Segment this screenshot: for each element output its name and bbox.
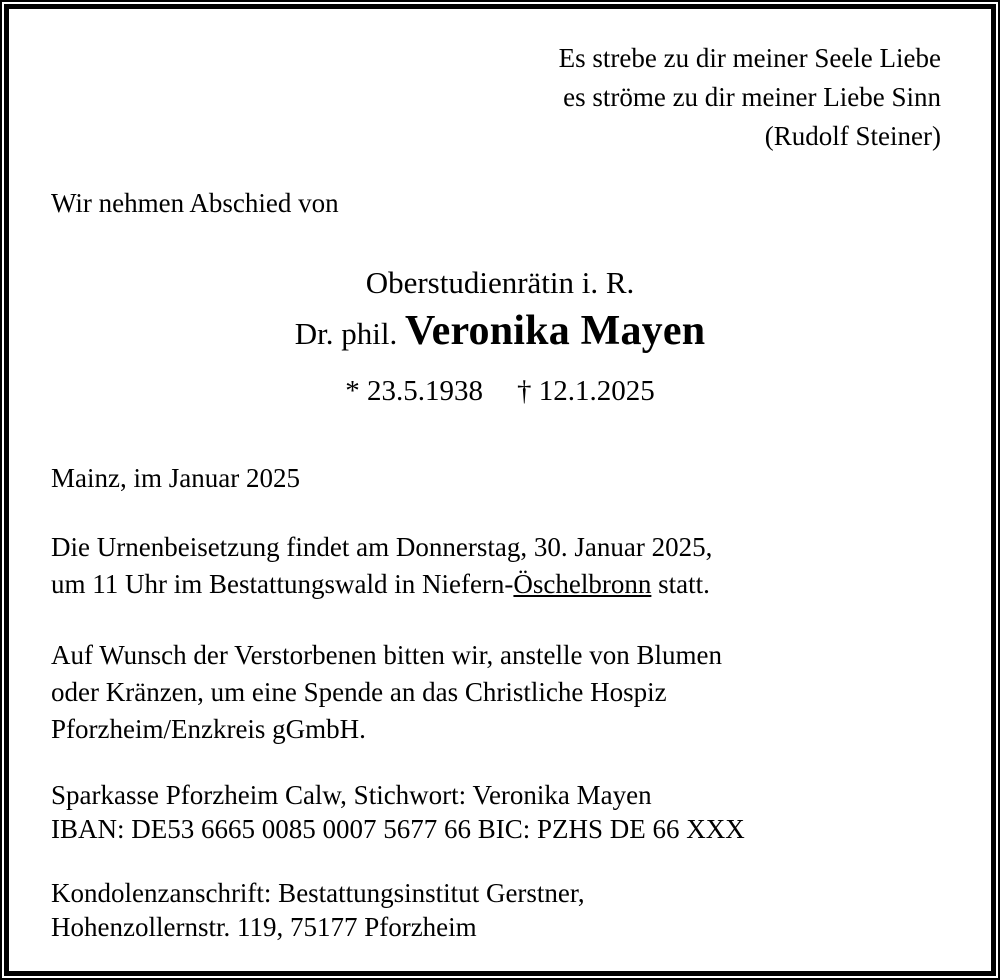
funeral-location-suffix: statt. xyxy=(651,569,710,599)
funeral-details xyxy=(51,529,949,603)
epigraph-quote xyxy=(51,39,941,156)
bank-iban-bic: IBAN: DE53 6665 0085 0007 5677 66 BIC: PZHS DE 66 XXX xyxy=(51,814,745,844)
deceased-name: Veronika Mayen xyxy=(404,308,706,354)
deceased-life-dates xyxy=(51,371,949,411)
condolence-line-2: Hohenzollernstr. 119, 75177 Pforzheim xyxy=(51,912,477,942)
deceased-professional-title: Oberstudienrätin i. R. xyxy=(365,265,635,300)
farewell-lead-text: Wir nehmen Abschied von xyxy=(51,188,339,218)
donation-request xyxy=(51,637,949,748)
deceased-name-block xyxy=(51,262,949,411)
birth-date-group xyxy=(345,375,483,407)
obituary-content xyxy=(9,9,991,971)
donation-line-2: oder Kränzen, um eine Spende an das Christliche Hospiz xyxy=(51,677,667,707)
funeral-line-2 xyxy=(51,566,949,603)
epigraph-attribution: (Rudolf Steiner) xyxy=(764,121,941,151)
bank-details xyxy=(51,778,949,846)
place-and-date: Mainz, im Januar 2025 xyxy=(51,463,300,493)
condolence-address xyxy=(51,876,949,944)
birth-symbol-icon: * xyxy=(345,375,360,407)
obituary-frame xyxy=(4,4,996,976)
funeral-location-prefix: um 11 Uhr im Bestattungswald in Niefern- xyxy=(51,569,514,599)
epigraph-line-1: Es strebe zu dir meiner Seele Liebe xyxy=(558,43,941,73)
cross-symbol-icon: † xyxy=(517,375,532,407)
birth-date: 23.5.1938 xyxy=(367,375,483,407)
bank-name-and-reference: Sparkasse Pforzheim Calw, Stichwort: Veronika Mayen xyxy=(51,780,652,810)
death-date-group xyxy=(517,375,655,407)
condolence-line-1: Kondolenzanschrift: Bestattungsinstitut Gerstner, xyxy=(51,878,585,908)
deceased-academic-prefix: Dr. phil. xyxy=(294,316,398,351)
deceased-full-name xyxy=(51,306,949,365)
donation-line-1: Auf Wunsch der Verstorbenen bitten wir, anstelle von Blumen xyxy=(51,640,722,670)
epigraph-line-2: es ströme zu dir meiner Liebe Sinn xyxy=(563,82,941,112)
death-date: 12.1.2025 xyxy=(538,375,655,407)
donation-line-3: Pforzheim/Enzkreis gGmbH. xyxy=(51,714,366,744)
funeral-location-link[interactable]: Öschelbronn xyxy=(513,569,652,599)
funeral-line-1: Die Urnenbeisetzung findet am Donnerstag, 30. Januar 2025, xyxy=(51,532,713,562)
